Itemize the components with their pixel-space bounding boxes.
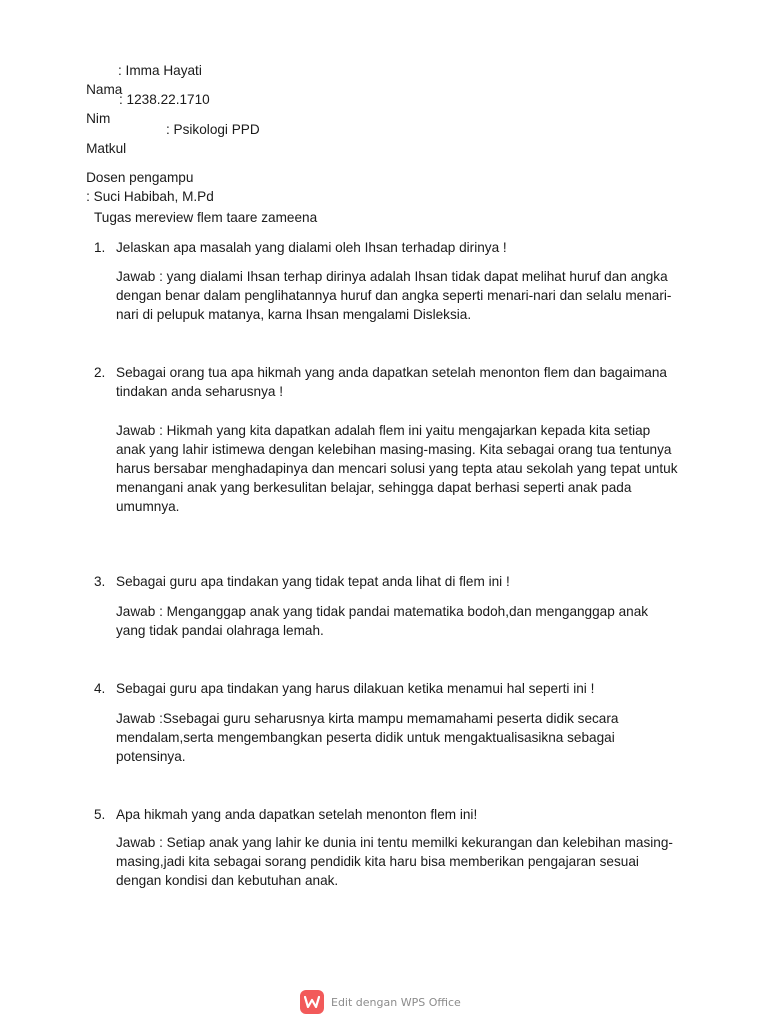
answer-text: Jawab : yang dialami Ihsan terhap dirinya adalah Ihsan tidak dapat melihat huruf dan angka dengan benar dalam penglihatannya huruf dan angka seperti menari-nari dan selalu menari-nari di pelupuk matanya, karna Ihsan mengalami Disleksia. [116,269,672,322]
field-dosen-value: : Suci Habibah, M.Pd [86,189,214,204]
answer-text: Jawab : Hikmah yang kita dapatkan adalah flem ini yaitu mengajarkan kepada kita setiap anak yang lahir istimewa dengan kelebihan masing-masing. Kita sebagai orang tua tentunya harus bersabar menghadapinya dan mencari solusi yang tepta atau sekolah yang tepat untuk menangani anak yang berkesulitan belajar, sehingga dapat berhasi seperti anak pada umumnya. [116,423,678,514]
assignment-title: Tugas mereview flem taare zameena [94,210,318,225]
wps-edit-text: Edit dengan WPS Office [331,995,461,1009]
answer-text: Jawab : Setiap anak yang lahir ke dunia ini tentu memilki kekurangan dan kelebihan masing-masing,jadi kita sebagai sorang pendidik kita haru bisa memberikan pengajaran sesuai dengan kondisi dan kebutuhan anak. [116,835,673,888]
question-number: 3. [94,574,106,589]
field-nim-value: : 1238.22.1710 [119,92,210,107]
question-number: 1. [94,240,106,255]
question-number: 5. [94,807,106,822]
question-2 [94,363,694,516]
question-text: Apa hikmah yang anda dapatkan setelah menonton flem ini! [116,807,478,822]
field-nim-label: Nim [86,111,111,126]
wps-office-logo-icon [300,990,324,1014]
question-number: 2. [94,365,106,380]
question-text: Sebagai orang tua apa hikmah yang anda dapatkan setelah menonton flem dan bagaimana tindakan anda seharusnya ! [116,365,667,399]
field-dosen-label: Dosen pengampu [86,170,194,185]
question-text: Sebagai guru apa tindakan yang tidak tepat anda lihat di flem ini ! [116,574,510,589]
answer-text: Jawab : Menganggap anak yang tidak pandai matematika bodoh,dan menganggap anak yang tidak pandai olahraga lemah. [116,604,649,638]
field-matkul-value: : Psikologi PPD [166,122,260,137]
question-1 [94,238,694,324]
wps-edit-link[interactable] [300,990,461,1014]
question-5 [94,805,694,890]
question-text: Sebagai guru apa tindakan yang harus dilakuan ketika menamui hal seperti ini ! [116,681,595,696]
question-text: Jelaskan apa masalah yang dialami oleh Ihsan terhadap dirinya ! [116,240,507,255]
question-4 [94,679,694,766]
question-number: 4. [94,681,106,696]
field-nama-label: Nama [86,82,123,97]
question-3 [94,572,694,640]
field-nama-value: : Imma Hayati [118,63,202,78]
answer-text: Jawab :Ssebagai guru seharusnya kirta mampu memamahami peserta didik secara mendalam,serta mengembangkan peserta didik untuk mengaktualisasikna sebagai potensinya. [116,711,619,764]
field-matkul-label: Matkul [86,141,127,156]
